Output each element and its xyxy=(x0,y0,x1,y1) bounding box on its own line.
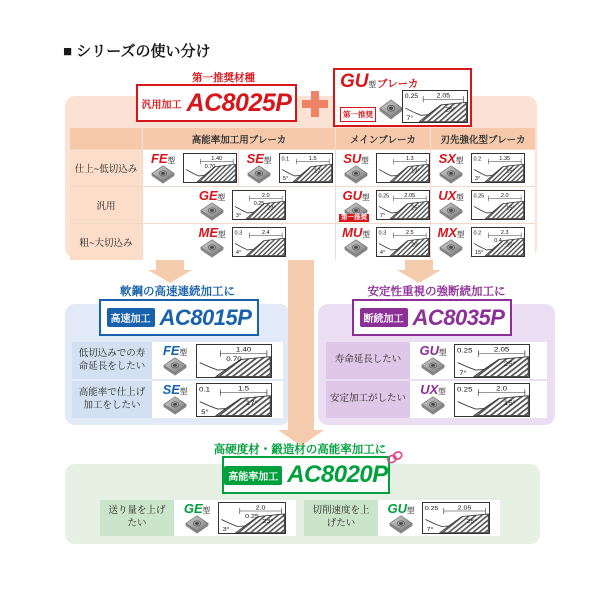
svg-text:3°: 3° xyxy=(222,526,230,533)
svg-text:2.05: 2.05 xyxy=(404,192,416,199)
list-item: 寿命延長したい GU型 2.05 0.25 25° 7° xyxy=(326,342,547,379)
breaker-profile-diagram xyxy=(471,227,525,257)
usage-tag: 高能率加工 xyxy=(224,466,282,485)
svg-text:17°: 17° xyxy=(314,168,323,175)
grade-name: AC8035P xyxy=(412,304,505,330)
breaker-profile-diagram xyxy=(422,502,490,534)
svg-text:0.25: 0.25 xyxy=(457,346,473,354)
list-item: 低切込みでの寿命延長をしたい FE型 1.40 0.70 xyxy=(72,342,283,379)
ac8015p-breaker-list xyxy=(72,342,283,418)
svg-text:20°: 20° xyxy=(411,242,420,249)
svg-text:0.70: 0.70 xyxy=(204,163,216,170)
breaker-profile-diagram xyxy=(471,153,525,183)
first-recommend-badge: 第一推奨 xyxy=(341,213,367,221)
svg-text:3°: 3° xyxy=(474,176,481,182)
insert-icon xyxy=(389,515,413,535)
svg-text:2.4: 2.4 xyxy=(261,229,270,236)
insert-icon xyxy=(163,357,187,377)
breaker-profile-diagram xyxy=(376,190,430,220)
svg-text:4°: 4° xyxy=(379,250,386,256)
left-section-title: 軟鋼の高速連続加工に xyxy=(120,286,235,298)
breaker-table-header xyxy=(70,128,535,149)
svg-text:7°: 7° xyxy=(459,369,467,377)
grade-box-ac8020p xyxy=(222,456,390,494)
usage-tag: 汎用加工 xyxy=(141,99,182,111)
breaker-profile-diagram xyxy=(196,344,272,378)
svg-text:7°: 7° xyxy=(379,213,386,219)
breaker-cell-mx: MX型 2.3 0.2 0.4 20° 15° xyxy=(430,224,535,260)
benefit-label: 低切込みでの寿命延長をしたい xyxy=(72,342,152,379)
breaker-profile-diagram xyxy=(279,153,333,183)
svg-text:0.25: 0.25 xyxy=(253,200,265,207)
breaker-profile-diagram xyxy=(402,90,468,123)
svg-text:2.0: 2.0 xyxy=(500,192,509,199)
svg-text:2.3: 2.3 xyxy=(500,229,509,236)
svg-text:2.05: 2.05 xyxy=(436,92,450,100)
insert-icon xyxy=(151,165,175,185)
insert-icon xyxy=(200,239,224,259)
svg-text:0.70: 0.70 xyxy=(226,355,242,363)
benefit-label: 高能率で仕上げ加工をしたい xyxy=(72,381,152,418)
breaker-profile-diagram xyxy=(454,344,530,378)
row-label-general: 汎用 xyxy=(70,187,142,223)
bottom-section-title: 高硬度材・鍛造材の高能率加工に xyxy=(213,444,387,456)
svg-text:2.5: 2.5 xyxy=(405,229,414,236)
table-row xyxy=(70,186,535,223)
arrow-down-right-head-icon xyxy=(397,270,441,283)
svg-text:0.1: 0.1 xyxy=(281,156,290,163)
breaker-profile-diagram xyxy=(232,190,286,220)
svg-text:0.25: 0.25 xyxy=(473,193,485,200)
gu-breaker-title: GU 型 ブレーカ xyxy=(340,71,419,92)
svg-text:17°: 17° xyxy=(245,399,258,407)
svg-text:0.4: 0.4 xyxy=(494,237,502,244)
svg-text:1.5: 1.5 xyxy=(238,385,250,392)
svg-text:15°: 15° xyxy=(506,168,515,175)
usage-tag: 高速加工 xyxy=(107,308,155,327)
breaker-cell-gu: GU型 2.05 0.25 25° 7° 第一推奨 xyxy=(335,187,430,223)
breaker-profile-diagram xyxy=(376,227,430,257)
insert-icon xyxy=(379,99,403,121)
svg-text:0.25: 0.25 xyxy=(378,193,390,200)
svg-text:0.25: 0.25 xyxy=(404,93,419,101)
header-edge-strengthened: 刃先強化型ブレーカ xyxy=(430,128,535,149)
breaker-cell-me: ME型 2.4 0.3 4° xyxy=(142,224,335,260)
svg-text:3°: 3° xyxy=(235,213,242,219)
decorative-swirl-icon xyxy=(386,450,404,465)
svg-text:1.3: 1.3 xyxy=(405,155,414,162)
breaker-profile-diagram xyxy=(183,153,237,183)
grade-box-ac8035p xyxy=(352,299,512,336)
svg-text:7°: 7° xyxy=(426,526,434,533)
breaker-cell-fe: FE型 1.40 0.70 xyxy=(142,150,238,186)
insert-icon xyxy=(344,239,368,259)
svg-text:0.25: 0.25 xyxy=(424,505,439,512)
list-item: 送り量を上げたい GE型 2.0 0.25 23° 3° xyxy=(100,500,296,536)
svg-text:0.3: 0.3 xyxy=(234,230,243,237)
svg-text:1.5: 1.5 xyxy=(308,155,317,162)
header-main-breaker: メインブレーカ xyxy=(335,128,430,149)
svg-text:23°: 23° xyxy=(262,518,274,525)
first-recommend-grade-label: 第一推奨材種 xyxy=(192,72,255,84)
breaker-cell-sx: SX型 1.35 0.2 15° 3° xyxy=(430,150,535,186)
svg-text:5°: 5° xyxy=(282,176,289,182)
insert-icon xyxy=(200,202,224,222)
insert-icon xyxy=(185,515,209,535)
benefit-label: 切削速度を上げたい xyxy=(304,500,378,536)
svg-text:25°: 25° xyxy=(445,106,456,114)
svg-text:25°: 25° xyxy=(411,205,420,212)
ac8035p-breaker-list xyxy=(326,342,547,418)
usage-tag: 断続加工 xyxy=(360,308,408,327)
gu-breaker-box xyxy=(333,68,472,127)
svg-text:4°: 4° xyxy=(235,250,242,256)
breaker-table xyxy=(70,128,535,260)
row-label-roughing: 粗~大切込み xyxy=(70,224,142,260)
insert-icon xyxy=(163,396,187,416)
svg-text:7°: 7° xyxy=(406,115,414,122)
breaker-name: GU xyxy=(340,71,369,92)
header-spacer xyxy=(70,128,142,149)
insert-icon xyxy=(421,396,445,416)
insert-icon xyxy=(439,202,463,222)
first-recommend-badge: 第一推奨 xyxy=(340,107,376,122)
svg-text:0.2: 0.2 xyxy=(473,230,482,237)
svg-text:25°: 25° xyxy=(466,518,478,525)
table-row xyxy=(70,149,535,186)
svg-text:25°: 25° xyxy=(503,360,516,368)
ac8020p-breaker-list xyxy=(100,500,500,536)
svg-text:15°: 15° xyxy=(506,205,515,212)
svg-text:2.0: 2.0 xyxy=(496,385,508,392)
svg-text:0.25: 0.25 xyxy=(457,385,473,393)
svg-text:1.40: 1.40 xyxy=(211,155,223,162)
grade-box-ac8025p xyxy=(136,84,297,122)
table-row xyxy=(70,223,535,260)
breaker-profile-diagram xyxy=(454,383,530,417)
svg-text:13°: 13° xyxy=(411,168,420,175)
row-label-finishing: 仕上~低切込み xyxy=(70,150,142,186)
svg-text:2.05: 2.05 xyxy=(457,504,472,512)
breaker-profile-diagram xyxy=(232,227,286,257)
breaker-profile-diagram xyxy=(471,190,525,220)
svg-text:2.0: 2.0 xyxy=(255,504,266,512)
svg-text:0.1: 0.1 xyxy=(199,385,211,393)
insert-icon xyxy=(247,165,271,185)
insert-icon xyxy=(344,165,368,185)
insert-icon xyxy=(421,357,445,377)
breaker-profile-diagram xyxy=(218,502,286,534)
list-item: 切削速度を上げたい GU型 2.05 0.25 25° 7° xyxy=(304,500,500,536)
grade-box-ac8015p xyxy=(99,299,259,336)
svg-text:5°: 5° xyxy=(201,408,209,416)
plus-icon xyxy=(302,91,328,117)
insert-icon xyxy=(439,165,463,185)
breaker-cell-ge: GE型 2.0 0.25 23° 3° xyxy=(142,187,335,223)
right-section-title: 安定性重視の強断続加工に xyxy=(367,286,506,298)
grade-name: AC8015P xyxy=(159,304,252,330)
breaker-cell-su: SU型 1.3 13° xyxy=(335,150,430,186)
benefit-label: 安定加工がしたい xyxy=(326,381,410,418)
svg-text:15°: 15° xyxy=(503,399,516,407)
breaker-profile-diagram xyxy=(376,153,430,183)
svg-text:2.05: 2.05 xyxy=(493,346,510,353)
svg-text:1.35: 1.35 xyxy=(499,155,511,162)
insert-icon xyxy=(439,239,463,259)
header-high-efficiency: 高能率加工用ブレーカ xyxy=(142,128,335,149)
svg-text:0.2: 0.2 xyxy=(473,156,482,163)
arrow-down-center-icon xyxy=(288,256,314,430)
grade-name: AC8020P xyxy=(287,461,388,488)
svg-text:20°: 20° xyxy=(506,242,515,249)
svg-text:0.3: 0.3 xyxy=(378,230,387,237)
breaker-cell-se: SE型 1.5 0.1 17° 5° xyxy=(238,150,335,186)
grade-name: AC8025P xyxy=(186,88,292,117)
svg-text:0.25: 0.25 xyxy=(245,513,259,520)
benefit-label: 送り量を上げたい xyxy=(100,500,174,536)
page-title: ■ シリーズの使い分け xyxy=(63,43,211,60)
breaker-profile-diagram xyxy=(196,383,272,417)
svg-text:15°: 15° xyxy=(474,250,484,256)
list-item: 安定加工がしたい UX型 2.0 0.25 15° xyxy=(326,381,547,418)
breaker-cell-ux: UX型 2.0 0.25 15° xyxy=(430,187,535,223)
breaker-cell-mu: MU型 2.5 0.3 20° 4° xyxy=(335,224,430,260)
benefit-label: 寿命延長したい xyxy=(326,342,410,379)
breaker-word: ブレーカ xyxy=(377,78,419,90)
list-item: 高能率で仕上げ加工をしたい SE型 1.5 0.1 17° 5° xyxy=(72,381,283,418)
svg-text:2.0: 2.0 xyxy=(261,192,270,199)
svg-text:23°: 23° xyxy=(267,205,276,212)
arrow-down-left-head-icon xyxy=(148,270,192,283)
svg-text:1.40: 1.40 xyxy=(235,346,252,353)
